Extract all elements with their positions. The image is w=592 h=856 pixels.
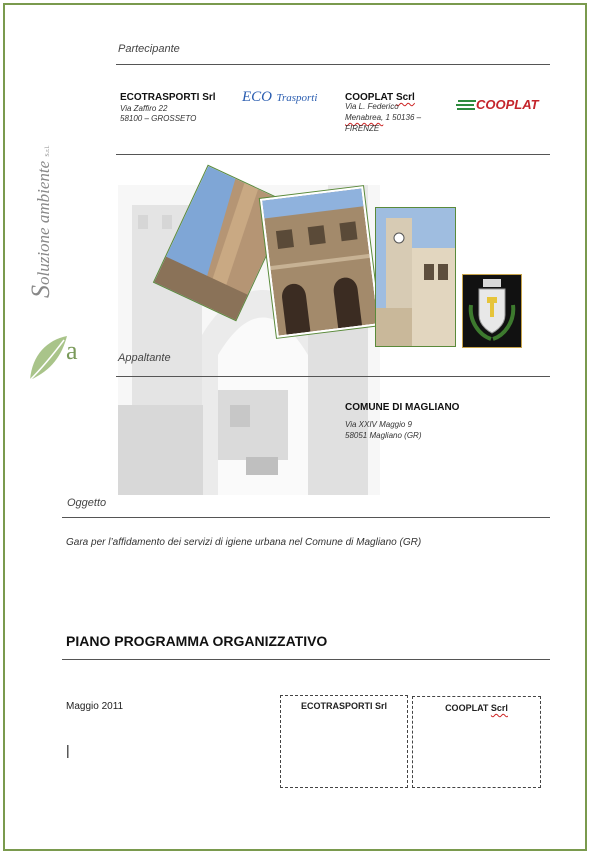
participant-top-rule xyxy=(116,64,550,65)
logo-initial: S xyxy=(26,285,55,298)
object-label: Oggetto xyxy=(67,497,107,509)
ecotrasporti-logo xyxy=(242,88,332,112)
trasporti-logo-text: Trasporti xyxy=(276,92,318,104)
stone-building-photo xyxy=(260,186,380,338)
title-rule xyxy=(62,659,550,660)
clock-tower-photo xyxy=(375,207,456,347)
participant-bottom-rule xyxy=(116,154,550,155)
cooplat-addr2-rest: 1 50136 – xyxy=(383,113,422,122)
cooplat-addr3: FIRENZE xyxy=(345,124,380,133)
contractor-name: COMUNE DI MAGLIANO xyxy=(345,402,460,413)
signature-box-ecotrasporti-label: ECOTRASPORTI Srl xyxy=(300,701,387,711)
eco-logo-text: ECO xyxy=(242,89,272,105)
cooplat-logo xyxy=(456,97,550,113)
signature-box-cooplat[interactable] xyxy=(412,696,541,788)
cooplat-addr2-street: Menabrea, xyxy=(345,113,384,122)
coat-of-arms-emblem xyxy=(462,274,522,348)
contractor-label: Appaltante xyxy=(118,352,171,364)
object-rule xyxy=(62,517,550,518)
ecotrasporti-addr2: 58100 – GROSSETO xyxy=(120,114,197,123)
leaf-icon xyxy=(22,330,92,385)
participant-label: Partecipante xyxy=(118,43,180,55)
cooplat-name-scrl: Scrl xyxy=(395,92,415,103)
soluzione-ambiente-logo xyxy=(14,120,64,300)
cooplat-logo-text: COOPLAT xyxy=(476,97,539,112)
contractor-addr1: Via XXIV Maggio 9 xyxy=(345,420,413,429)
logo-text: oluzione ambiente xyxy=(34,160,53,285)
text-cursor: | xyxy=(66,742,70,758)
contractor-addr2: 58051 Magliano (GR) xyxy=(345,431,422,440)
logo-suffix: S.r.l. xyxy=(45,145,51,157)
object-text: Gara per l’affidamento dei servizi di igiene urbana nel Comune di Magliano (GR) xyxy=(66,537,422,548)
signature-box-ecotrasporti[interactable] xyxy=(280,695,408,788)
logo-mark-letter: a xyxy=(66,336,78,365)
ecotrasporti-addr1: Via Zaffiro 22 xyxy=(120,104,168,113)
signature-cooplat-scrl: Scrl xyxy=(490,703,508,713)
cooplat-name-pre: COOPLAT xyxy=(345,92,396,103)
cooplat-addr2 xyxy=(345,113,421,123)
ecotrasporti-name: ECOTRASPORTI Srl xyxy=(120,92,216,103)
signature-box-cooplat-label xyxy=(413,703,540,713)
document-title: PIANO PROGRAMMA ORGANIZZATIVO xyxy=(66,633,328,649)
signature-cooplat-pre: COOPLAT xyxy=(445,703,491,713)
contractor-rule xyxy=(116,376,550,377)
cooplat-addr1: Via L. Federico xyxy=(345,102,399,111)
document-date: Maggio 2011 xyxy=(66,701,124,712)
cooplat-stripes-icon xyxy=(456,100,478,110)
